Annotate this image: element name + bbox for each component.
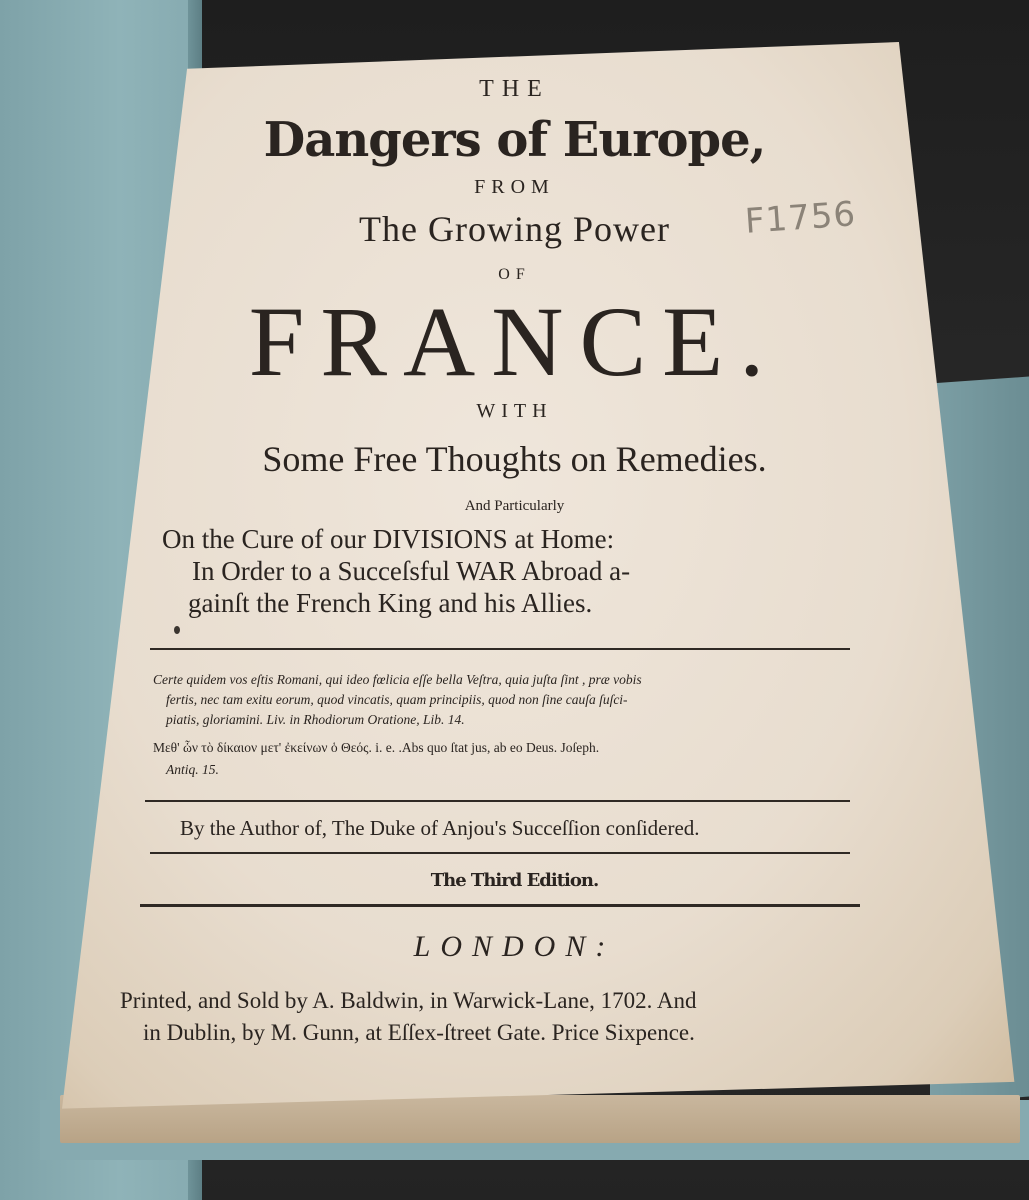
heading-dangers-of-europe: Dangers of Europe, <box>263 112 766 168</box>
rule-4 <box>140 904 860 907</box>
heading-growing-power: The Growing Power <box>359 209 670 249</box>
heading-france: FRANCE. <box>248 286 781 397</box>
greek-quote-line-2: Antiq. 15. <box>166 762 219 777</box>
latin-quote-line-1: Certe quidem vos eſtis Romani, qui ideo fœlicia eſſe bella Veſtra, quia juſta ſint , præ vobis <box>153 672 642 687</box>
edition-line: The Third Edition. <box>430 870 599 891</box>
heading-particularly: And Particularly <box>464 498 565 514</box>
heading-the: THE <box>479 76 550 102</box>
heading-with: WITH <box>476 400 553 422</box>
greek-quote-line-1: Μεθ' ὧν τὸ δίκαιον μετ' ἐκείνων ὁ Θεός. i. e. .Abs quo ſtat jus, ab eo Deus. Joſeph. <box>153 740 600 755</box>
subtitle-line-3: gainſt the French King and his Allies. <box>188 588 593 618</box>
heading-from: FROM <box>474 176 555 198</box>
subtitle-line-1: On the Cure of our DIVISIONS at Home: <box>162 524 615 554</box>
imprint-line-2: in Dublin, by M. Gunn, at Eſſex-ſtreet Gate. Price Sixpence. <box>143 1020 695 1045</box>
imprint-line-1: Printed, and Sold by A. Baldwin, in Warwick-Lane, 1702. And <box>120 988 697 1013</box>
rule-3 <box>150 852 850 854</box>
latin-quote-line-3: piatis, gloriamini. Liv. in Rhodiorum Oratione, Lib. 14. <box>166 712 465 727</box>
author-line: By the Author of, The Duke of Anjou's Succeſſion conſidered. <box>180 816 700 840</box>
heading-free-thoughts: Some Free Thoughts on Remedies. <box>262 439 767 479</box>
imprint-city: LONDON: <box>413 930 616 963</box>
rule-1 <box>150 648 850 650</box>
rule-2 <box>145 800 850 802</box>
subtitle-line-2: In Order to a Succeſsful WAR Abroad a- <box>192 556 631 586</box>
heading-of: OF <box>498 266 531 283</box>
latin-quote-line-2: fertis, nec tam exitu eorum, quod vincatis, quam principiis, quod non ſine cauſa ſuſci- <box>166 692 628 707</box>
ink-blot <box>174 626 180 634</box>
handwritten-shelfmark: F1756 <box>743 194 858 242</box>
